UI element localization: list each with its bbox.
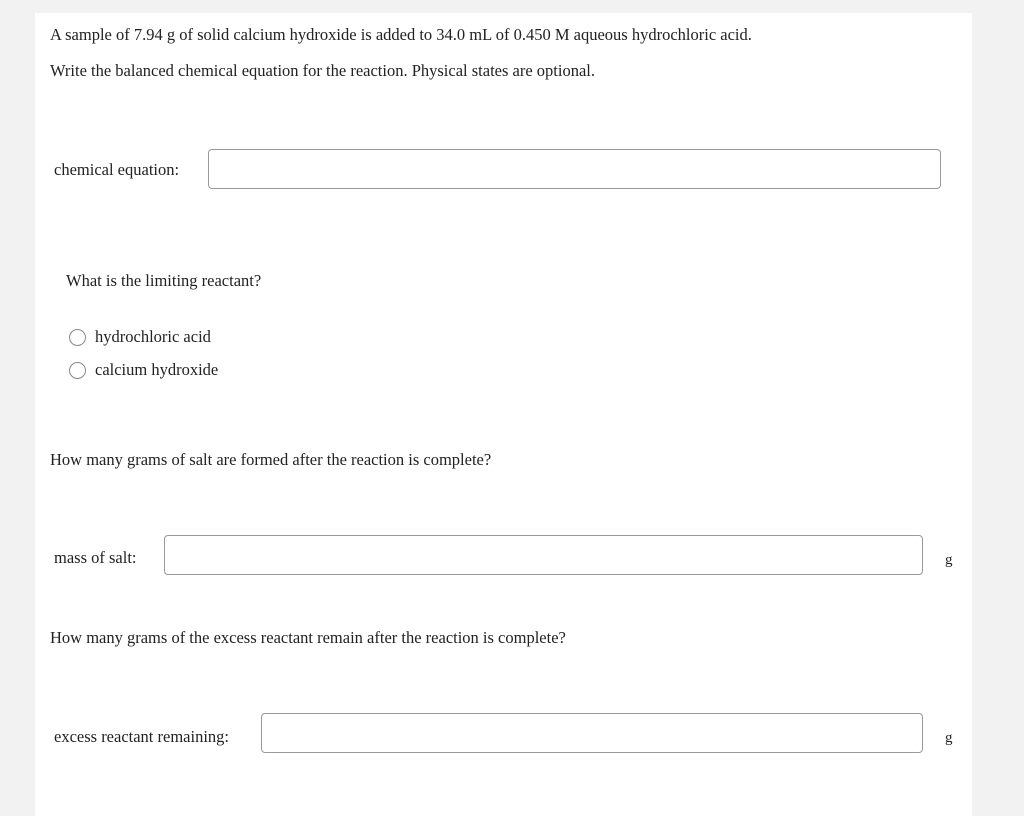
limiting-reactant-question: What is the limiting reactant? [66, 271, 262, 290]
excess-question: How many grams of the excess reactant remain after the reaction is complete? [50, 628, 566, 647]
chemical-equation-input[interactable] [208, 149, 941, 189]
question-card [35, 13, 972, 816]
mass-of-salt-unit: g [945, 552, 953, 568]
radio-option-hydrochloric-acid[interactable] [69, 326, 211, 348]
excess-reactant-label: excess reactant remaining: [54, 727, 229, 746]
radio-option-label: calcium hydroxide [95, 360, 219, 379]
problem-statement: A sample of 7.94 g of solid calcium hydroxide is added to 34.0 mL of 0.450 M aqueous hydrochloric acid. [50, 25, 752, 44]
radio-option-label: hydrochloric acid [95, 327, 211, 346]
mass-of-salt-input[interactable] [164, 535, 923, 575]
salt-question: How many grams of salt are formed after the reaction is complete? [50, 450, 492, 469]
excess-reactant-unit: g [945, 730, 953, 746]
radio-button[interactable] [69, 362, 86, 379]
mass-of-salt-label: mass of salt: [54, 548, 137, 567]
radio-option-calcium-hydroxide[interactable] [69, 359, 218, 381]
radio-button[interactable] [69, 329, 86, 346]
chemical-equation-label: chemical equation: [54, 160, 180, 179]
excess-reactant-input[interactable] [261, 713, 923, 753]
problem-instruction: Write the balanced chemical equation for the reaction. Physical states are optional. [50, 61, 595, 80]
